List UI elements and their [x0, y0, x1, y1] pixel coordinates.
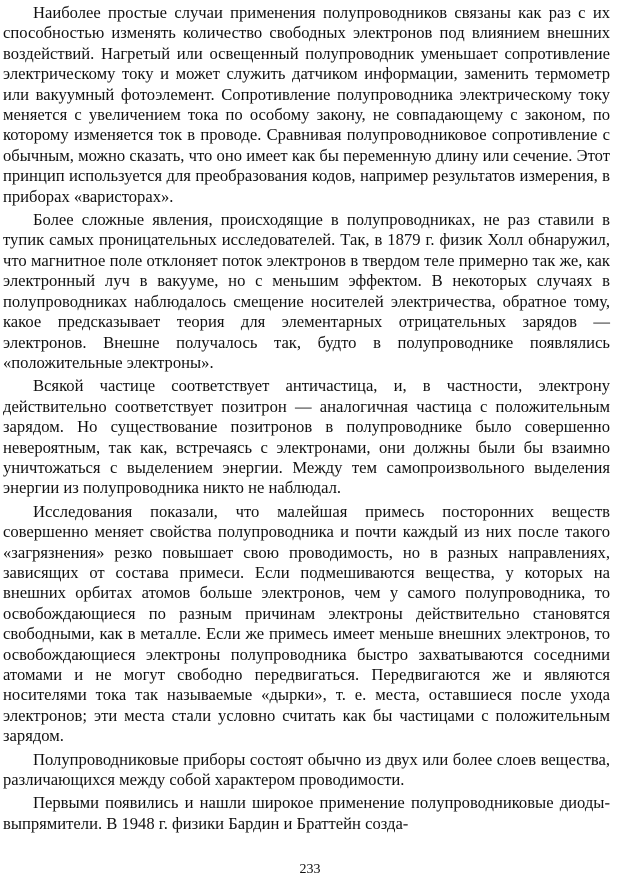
paragraph-2: Более сложные явления, происходящие в полупроводниках, не раз ставили в тупик самых проницательных исследователей. Так, в 1879 г. физик Холл обнаружил, что магнитное поле отклоняет поток электронов в твердом теле примерно так же, как электронный луч в вакууме, но с меньшим эффектом. В некоторых случаях в полупроводниках наблюдалось смещение носителей электричества, обратное тому, какое предсказывает теория для элементарных отрицательных зарядов — электронов. Внешне получалось так, будто в полупроводнике появлялись «положительные электроны». — [3, 210, 610, 372]
page-number: 233 — [299, 862, 321, 877]
paragraph-6: Первыми появились и нашли широкое применение полупроводниковые диоды-выпрямители. В 1948 г. физики Бардин и Браттейн созда- — [3, 793, 610, 833]
paragraph-1: Наиболее простые случаи применения полупроводников связаны как раз с их способностью изменять количество свободных электронов под влиянием внешних воздействий. Нагретый или освещенный полупроводник уменьшает сопротивление электрическому току и может служить датчиком информации, заменить термометр или вакуумный фотоэлемент. Сопротивление полупроводника электрическому току меняется с увеличением тока по особому закону, не совпадающему с законом, по которому изменяется ток в проводе. Сравнивая полупроводниковое сопротивление с обычным, можно сказать, что оно имеет как бы переменную длину или сечение. Этот принцип используется для преобразования кодов, например результатов измерения, в приборах «варисторах». — [3, 3, 610, 206]
paragraph-3: Всякой частице соответствует античастица, и, в частности, электрону действительно соответствует позитрон — аналогичная частица с положительным зарядом. Но существование позитронов в полупроводнике было совершенно невероятным, так как, встречаясь с электронами, они должны были бы взаимно уничтожаться с выделением энергии. Между тем самопроизвольного выделения энергии из полупроводника никто не наблюдал. — [3, 376, 610, 498]
paragraph-5: Полупроводниковые приборы состоят обычно из двух или более слоев вещества, различающихся между собой характером проводимости. — [3, 749, 610, 790]
paragraph-4: Исследования показали, что малейшая примесь посторонних веществ совершенно меняет свойства полупроводника и почти каждый из них после такого «загрязнения» резко повышает свою проводимость, но в разных направлениях, зависящих от состава примеси. Если подмешиваются вещества, у которых на внешних орбитах атомов больше электронов, чем у самого полупроводника, то освобождающиеся по разным причинам электроны действительно становятся свободными, как в металле. Если же примесь имеет меньше внешних электронов, то освобождающиеся электроны полупроводника быстро захватываются соседними атомами и не могут свободно передвигаться. Передвигаются же и являются носителями тока так называемые «дырки», т. е. места, оставшиеся после ухода электронов; эти места стали условно считать как бы частицами с положительным зарядом. — [3, 501, 610, 746]
